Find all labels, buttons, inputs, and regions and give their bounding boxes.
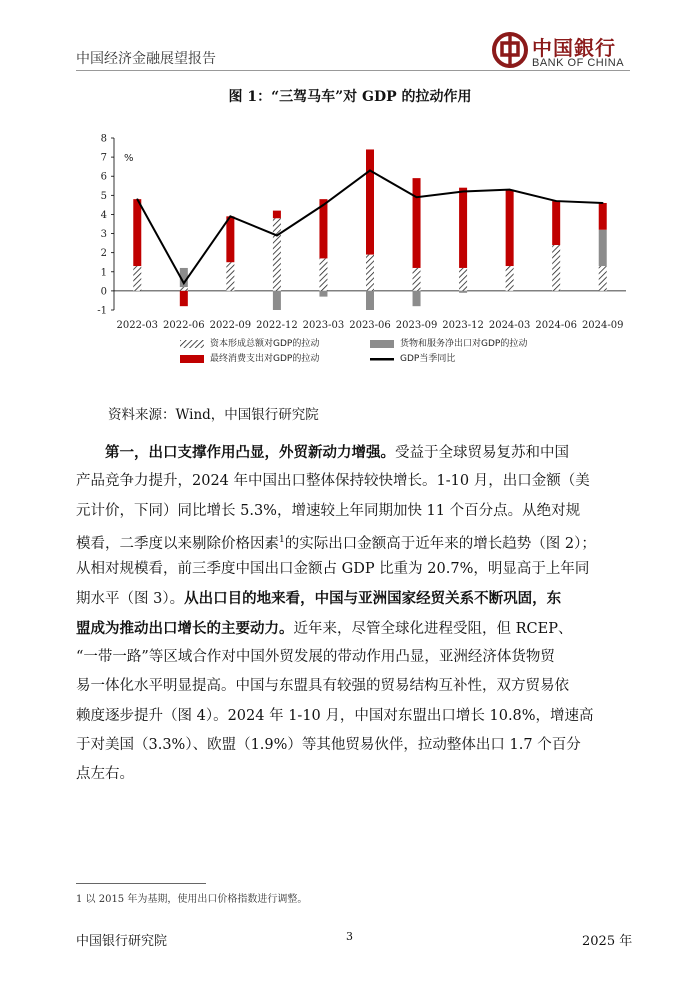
body-paragraph — [76, 438, 636, 790]
figure-title: 图 1：“三驾马车”对 GDP 的拉动作用 — [228, 89, 472, 105]
bar-net-exports — [366, 291, 374, 310]
body-text: 模看，二季度以来剔除价格因素 — [76, 535, 279, 552]
bar-investment — [413, 268, 421, 291]
bar-net-exports — [413, 291, 421, 306]
y-tick-label: 4 — [100, 209, 107, 221]
logo-english-name: BANK OF CHINA — [532, 57, 625, 69]
y-tick-label: 8 — [100, 133, 107, 145]
body-line — [76, 760, 636, 789]
x-tick-label: 2022-06 — [163, 320, 205, 331]
bar-consumption — [273, 211, 281, 219]
body-line — [76, 731, 636, 760]
y-tick-label: 3 — [100, 229, 107, 241]
report-title: 中国经济金融展望报告 — [76, 51, 216, 67]
x-tick-label: 2022-12 — [256, 320, 298, 331]
gdp-yoy-point — [369, 170, 371, 172]
body-line — [76, 672, 636, 701]
body-text: 于对美国（3.3%）、欧盟（1.9%）等其他贸易伙伴，拉动整体出口 1.7 个百分 — [76, 736, 581, 753]
bar-investment — [459, 268, 467, 291]
gdp-yoy-point — [416, 196, 418, 198]
body-text: 受益于全球贸易复苏和中国 — [395, 445, 569, 461]
y-tick-label: 6 — [100, 171, 107, 183]
bar-consumption — [366, 149, 374, 254]
body-text: 易一体化水平明显提高。中国与东盟具有较强的贸易结构互补性，双方贸易依 — [76, 678, 569, 695]
gdp-yoy-point — [183, 282, 185, 284]
body-text: 的实际出口金额高于近年来的增长趋势（图 2）； — [284, 535, 596, 552]
y-tick-label: 0 — [100, 286, 107, 298]
y-tick-label: 5 — [100, 190, 107, 202]
body-text: 期水平（图 3）。 — [76, 591, 185, 608]
bar-investment — [366, 255, 374, 291]
body-line — [76, 526, 636, 555]
bar-consumption — [133, 199, 141, 266]
body-line — [76, 584, 636, 613]
x-tick-label: 2023-03 — [302, 320, 345, 331]
gdp-yoy-point — [323, 204, 325, 206]
bar-net-exports — [599, 230, 607, 266]
y-tick-label: -1 — [97, 305, 107, 317]
x-tick-label: 2024-06 — [535, 320, 577, 331]
bar-net-exports — [319, 291, 327, 297]
gdp-yoy-point — [462, 191, 464, 193]
body-text: 元计价，下同）同比增长 5.3%，增速较上年同期加快 11 个百分点。从绝对规 — [76, 502, 581, 519]
body-text: 从出口目的地来看，中国与亚洲国家经贸关系不断巩固，东 — [184, 590, 562, 608]
footnote-divider — [76, 883, 206, 884]
bar-net-exports — [273, 291, 281, 310]
bar-investment — [552, 245, 560, 291]
bank-of-china-logo-icon — [492, 32, 528, 68]
gdp-yoy-point — [230, 216, 232, 218]
bar-consumption — [226, 216, 234, 262]
bar-consumption — [459, 188, 467, 268]
bar-investment — [180, 287, 188, 291]
bar-investment — [506, 266, 514, 291]
gdp-contribution-chart — [90, 120, 630, 335]
header-divider — [76, 70, 630, 71]
x-tick-label: 2024-03 — [488, 320, 531, 331]
bar-investment — [273, 218, 281, 291]
bar-consumption — [319, 199, 327, 258]
gdp-yoy-point — [136, 198, 138, 200]
body-text: 赖度逐步提升（图 4）。2024 年 1-10 月，中国对东盟出口增长 10.8%，增速高 — [76, 707, 594, 724]
body-text: 产品竞争力提升，2024 年中国出口整体保持较快增长。1-10 月，出口金额（美 — [76, 473, 590, 490]
gdp-yoy-point — [276, 235, 278, 237]
x-tick-label: 2023-09 — [395, 320, 438, 331]
body-line — [76, 555, 636, 584]
bar-net-exports — [459, 291, 467, 293]
x-tick-label: 2024-09 — [581, 320, 624, 331]
gdp-yoy-point — [555, 200, 557, 202]
body-line — [76, 702, 636, 731]
bar-investment — [319, 258, 327, 290]
bar-consumption — [506, 190, 514, 266]
bar-investment — [599, 266, 607, 291]
footnote: 1 以 2015 年为基期，使用出口价格指数进行调整。 — [76, 894, 308, 905]
body-line — [76, 438, 636, 467]
bar-consumption — [180, 291, 188, 306]
body-line — [76, 467, 636, 496]
bank-logo — [492, 32, 630, 72]
body-text: “一带一路”等区域合作对中国外贸发展的带动作用凸显，亚洲经济体货物贸 — [76, 649, 555, 666]
x-tick-label: 2023-12 — [442, 320, 484, 331]
body-line — [76, 614, 636, 643]
footer-year: 2025 年 — [582, 934, 633, 949]
y-tick-label: 7 — [100, 152, 107, 164]
body-text: 近年来，尽管全球化进程受阻，但 RCEP、 — [293, 620, 573, 637]
bar-consumption — [599, 203, 607, 230]
page-number: 3 — [346, 930, 353, 943]
body-text: 从相对规模看，前三季度中国出口金额占 GDP 比重为 20.7%，明显高于上年同 — [76, 561, 590, 578]
y-tick-label: 2 — [100, 248, 107, 260]
footnote-ref: 1 — [279, 534, 285, 545]
gdp-yoy-point — [602, 202, 604, 204]
x-tick-label: 2023-06 — [349, 320, 391, 331]
body-text: 盟成为推动出口增长的主要动力。 — [76, 619, 294, 637]
y-tick-label: 1 — [100, 267, 107, 279]
body-text: 点左右。 — [76, 766, 134, 783]
bar-consumption — [413, 178, 421, 268]
footer-organization: 中国银行研究院 — [76, 934, 168, 949]
bar-investment — [226, 262, 234, 291]
logo-chinese-name: 中国銀行 — [532, 36, 616, 60]
unit-label: % — [124, 153, 134, 165]
x-tick-label: 2022-09 — [209, 320, 252, 331]
body-line — [76, 497, 636, 526]
body-line — [76, 643, 636, 672]
x-tick-label: 2022-03 — [116, 320, 159, 331]
bar-investment — [133, 266, 141, 291]
gdp-yoy-point — [509, 189, 511, 191]
figure-source: 资料来源：Wind，中国银行研究院 — [108, 407, 319, 423]
body-text: 第一，出口支撑作用凸显，外贸新动力增强。 — [105, 444, 395, 461]
bar-consumption — [552, 201, 560, 245]
